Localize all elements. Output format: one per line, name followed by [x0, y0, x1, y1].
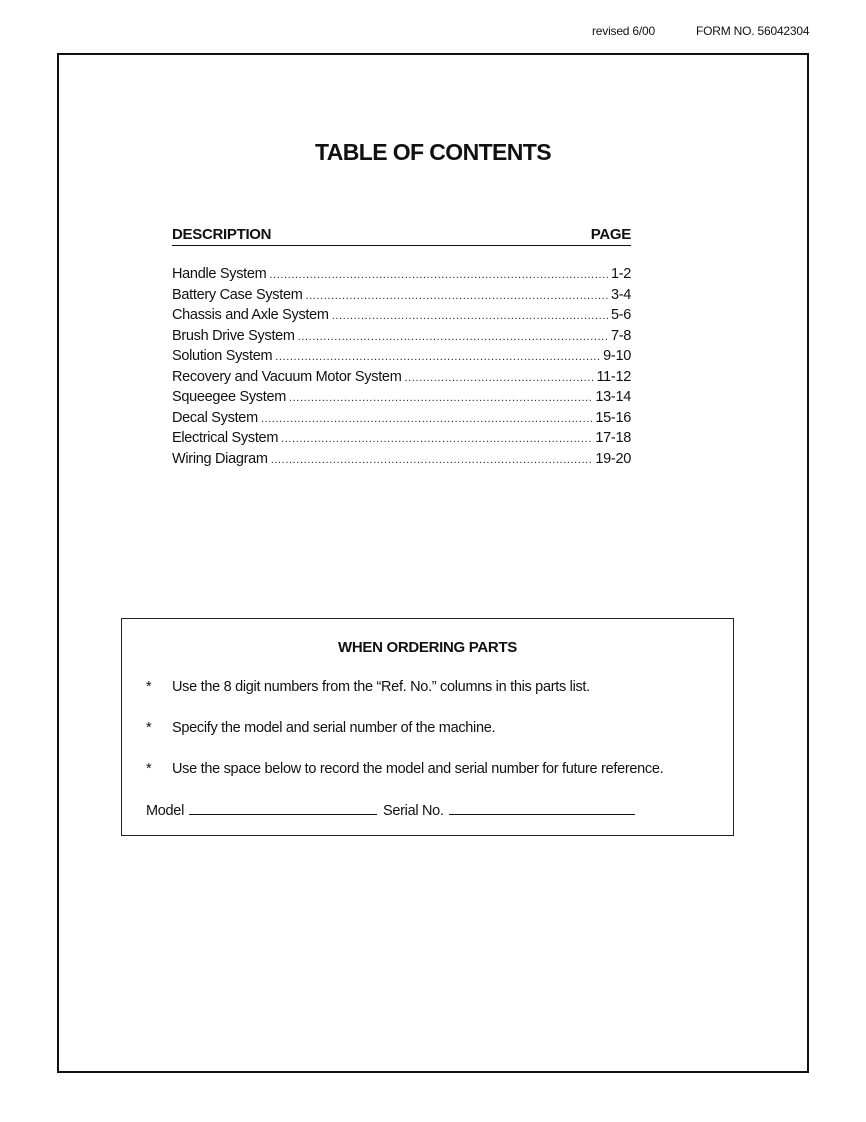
toc-entry-page: 1-2 — [610, 266, 631, 282]
ordering-parts-heading: WHEN ORDERING PARTS — [337, 639, 518, 656]
dot-leader — [281, 433, 593, 445]
dot-leader — [404, 372, 594, 384]
model-serial-record — [146, 803, 641, 819]
toc-entry-decal-system[interactable] — [172, 410, 631, 431]
toc-entry-battery-case-system[interactable] — [172, 287, 631, 308]
toc-entry-label: Chassis and Axle System — [172, 307, 329, 323]
toc-list — [172, 266, 631, 471]
toc-entry-label: Squeegee System — [172, 389, 286, 405]
instruction-text: Specify the model and serial number of the machine. — [172, 720, 496, 736]
serial-entry-line[interactable] — [449, 813, 635, 815]
toc-entry-label: Wiring Diagram — [172, 450, 268, 467]
form-number: FORM NO. 56042304 — [696, 24, 810, 38]
toc-entry-electrical-system[interactable] — [172, 430, 631, 451]
toc-entry-solution-system[interactable] — [172, 348, 631, 369]
bullet-marker: * — [146, 761, 152, 777]
revision-date: revised 6/00 — [592, 24, 655, 38]
dot-leader — [275, 351, 601, 363]
dot-leader — [261, 413, 594, 425]
toc-entry-wiring-diagram[interactable] — [172, 451, 631, 472]
toc-column-header — [172, 226, 631, 246]
toc-entry-page: 19-20 — [595, 450, 631, 467]
toc-entry-recovery-and-vacuum-motor-system[interactable] — [172, 369, 631, 390]
model-entry-line[interactable] — [189, 813, 377, 815]
page-title: TABLE OF CONTENTS — [315, 139, 551, 165]
bullet-marker: * — [146, 679, 152, 695]
description-column-heading: DESCRIPTION — [172, 226, 272, 243]
toc-entry-label: Battery Case System — [172, 286, 303, 303]
toc-entry-label: Solution System — [172, 348, 273, 364]
page-column-heading: PAGE — [590, 226, 631, 243]
toc-entry-label: Recovery and Vacuum Motor System — [172, 368, 402, 385]
toc-entry-page: 7-8 — [610, 327, 631, 344]
toc-entry-label: Electrical System — [172, 430, 279, 446]
document-header — [0, 24, 866, 42]
dot-leader — [332, 310, 609, 322]
dot-leader — [289, 392, 593, 404]
toc-entry-chassis-and-axle-system[interactable] — [172, 307, 631, 328]
serial-label: Serial No. — [383, 803, 444, 819]
toc-entry-page: 11-12 — [596, 368, 631, 385]
bullet-marker: * — [146, 720, 152, 736]
dot-leader — [271, 454, 594, 466]
toc-entry-handle-system[interactable] — [172, 266, 631, 287]
instruction-text: Use the space below to record the model and serial number for future reference. — [172, 761, 664, 777]
toc-entry-page: 15-16 — [595, 409, 631, 426]
dot-leader — [269, 269, 609, 281]
toc-entry-label: Handle System — [172, 266, 267, 282]
toc-entry-brush-drive-system[interactable] — [172, 328, 631, 349]
toc-entry-label: Brush Drive System — [172, 327, 295, 344]
toc-entry-page: 17-18 — [595, 430, 631, 446]
toc-entry-label: Decal System — [172, 409, 258, 426]
dot-leader — [298, 331, 609, 343]
instruction-text: Use the 8 digit numbers from the “Ref. No.” columns in this parts list. — [172, 679, 590, 695]
toc-entry-page: 9-10 — [603, 348, 631, 364]
page-border — [57, 53, 809, 1073]
ordering-parts-box — [121, 618, 734, 836]
toc-entry-page: 5-6 — [610, 307, 631, 323]
model-label: Model — [146, 803, 184, 819]
toc-entry-squeegee-system[interactable] — [172, 389, 631, 410]
toc-entry-page: 13-14 — [595, 389, 631, 405]
dot-leader — [306, 290, 609, 302]
toc-entry-page: 3-4 — [610, 286, 631, 303]
